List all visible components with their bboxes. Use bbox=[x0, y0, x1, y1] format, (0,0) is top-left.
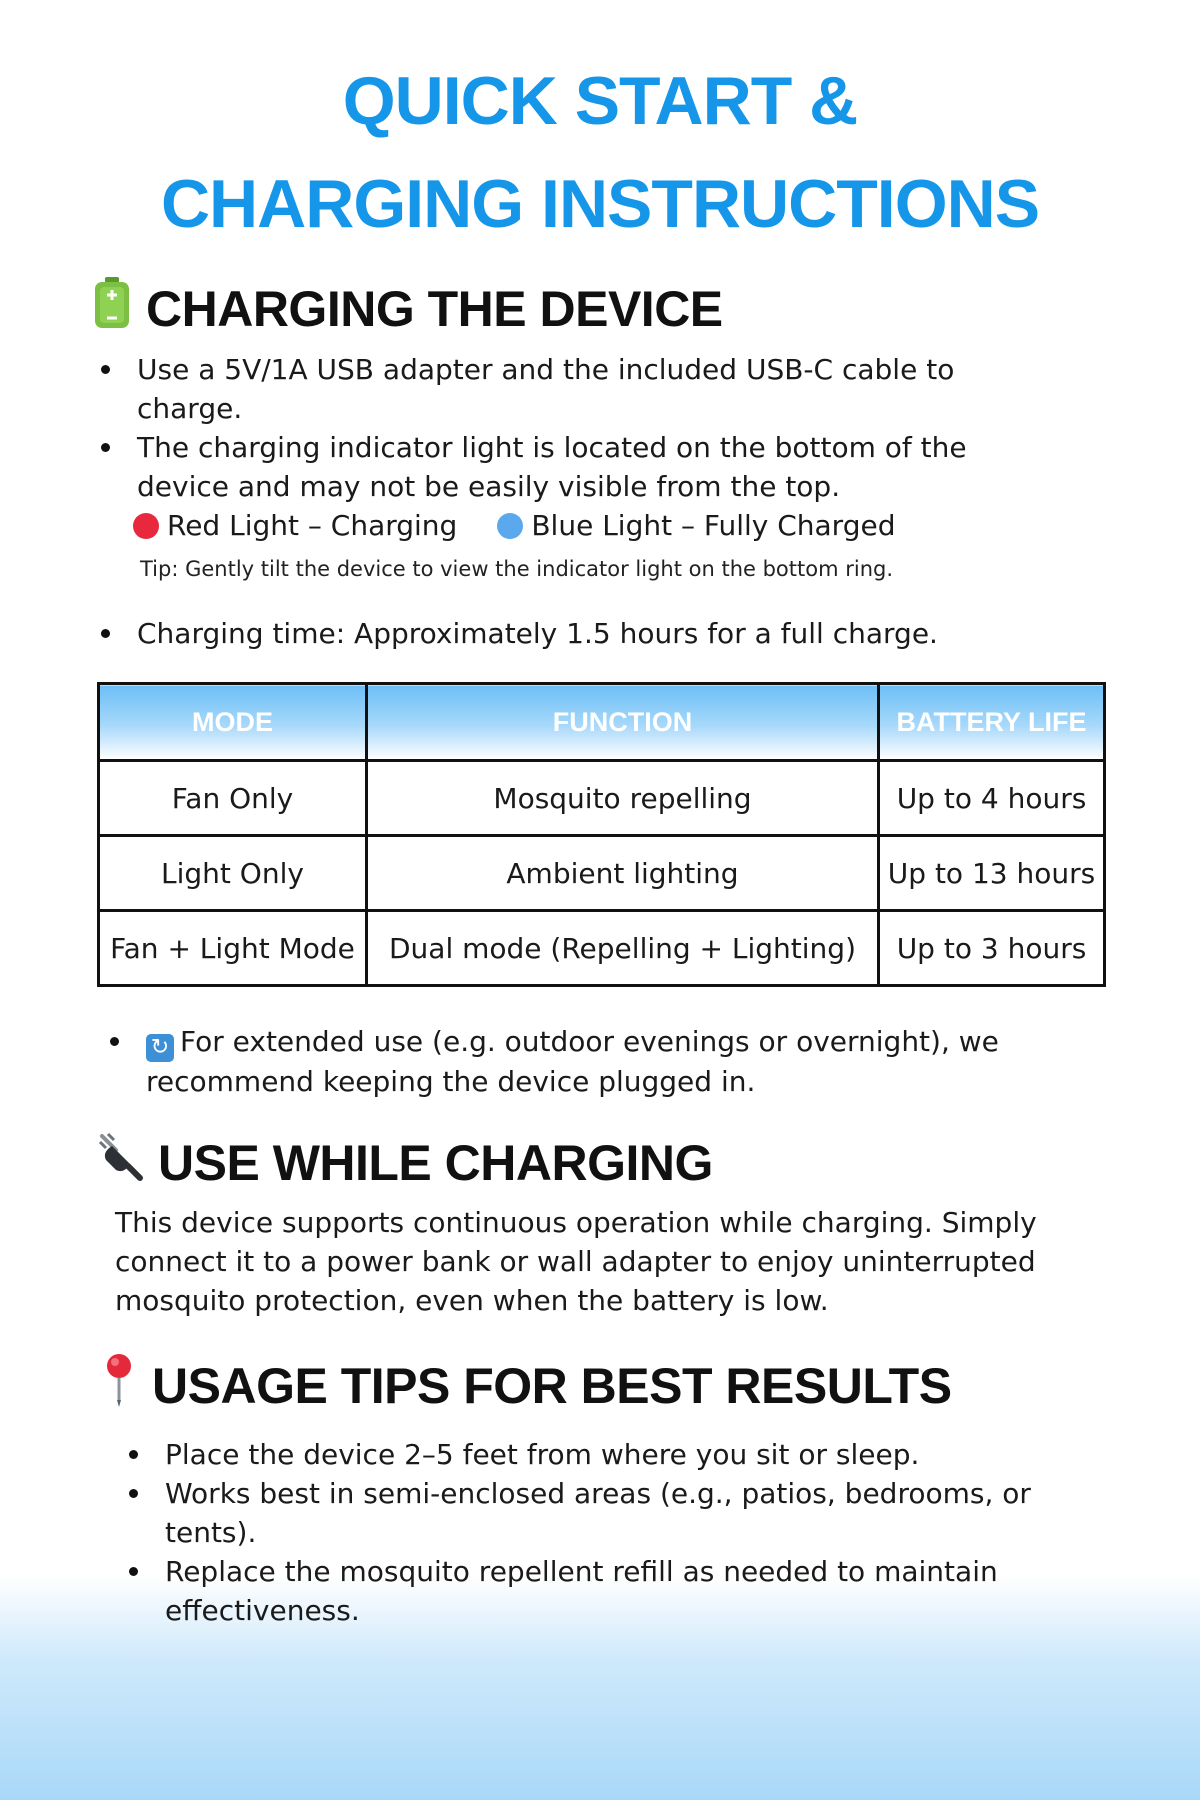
battery-icon bbox=[92, 276, 132, 342]
table-row bbox=[99, 836, 1105, 911]
usage-tips-heading bbox=[100, 1352, 952, 1420]
use-while-charging-heading bbox=[98, 1132, 713, 1194]
extended-use-bullets bbox=[106, 1022, 1066, 1101]
column-header-mode: MODE bbox=[99, 684, 367, 761]
usage-tips-bullets bbox=[125, 1435, 1090, 1630]
indicator-legend bbox=[133, 509, 895, 542]
red-light-label: Red Light – Charging bbox=[167, 509, 458, 542]
blue-light-label: Blue Light – Fully Charged bbox=[531, 509, 896, 542]
blue-dot-icon bbox=[497, 513, 523, 539]
table-cell: Mosquito repelling bbox=[367, 761, 879, 836]
table-row bbox=[99, 911, 1105, 986]
table-cell: Dual mode (Repelling + Lighting) bbox=[367, 911, 879, 986]
table-cell: Ambient lighting bbox=[367, 836, 879, 911]
list-item: Place the device 2–5 feet from where you sit or sleep. bbox=[125, 1435, 1090, 1474]
use-while-charging-heading-text: USE WHILE CHARGING bbox=[158, 1135, 713, 1191]
page-title-line-2: CHARGING INSTRUCTIONS bbox=[160, 166, 1040, 242]
usage-tips-heading-text: USAGE TIPS FOR BEST RESULTS bbox=[152, 1358, 952, 1414]
column-header-function: FUNCTION bbox=[367, 684, 879, 761]
table-cell: Up to 13 hours bbox=[879, 836, 1105, 911]
list-item: Works best in semi-enclosed areas (e.g., patios, bedrooms, or tents). bbox=[125, 1474, 1090, 1552]
mode-table bbox=[97, 682, 1106, 987]
red-dot-icon bbox=[133, 513, 159, 539]
charging-time-bullets bbox=[97, 614, 1077, 653]
column-header-battery-life: BATTERY LIFE bbox=[879, 684, 1105, 761]
table-cell: Fan + Light Mode bbox=[99, 911, 367, 986]
charging-heading-text: CHARGING THE DEVICE bbox=[146, 281, 723, 337]
table-cell: Fan Only bbox=[99, 761, 367, 836]
table-cell: Up to 4 hours bbox=[879, 761, 1105, 836]
plug-icon bbox=[98, 1132, 144, 1194]
list-item: The charging indicator light is located on the bottom of the device and may not be easily visible from the top. bbox=[97, 428, 1017, 506]
charging-bullets bbox=[97, 350, 1017, 506]
table-cell: Up to 3 hours bbox=[879, 911, 1105, 986]
list-item: Replace the mosquito repellent refill as needed to maintain effectiveness. bbox=[125, 1552, 1090, 1630]
list-item: Use a 5V/1A USB adapter and the included USB-C cable to charge. bbox=[97, 350, 1017, 428]
list-item bbox=[106, 1022, 1066, 1101]
table-header-row bbox=[99, 684, 1105, 761]
page-title-line-1: QUICK START & bbox=[342, 63, 858, 139]
tip-text: Tip: Gently tilt the device to view the indicator light on the bottom ring. bbox=[140, 557, 894, 581]
refresh-icon: ↻ bbox=[146, 1034, 174, 1062]
extended-use-text: For extended use (e.g. outdoor evenings or overnight), we recommend keeping the device plugged in. bbox=[146, 1025, 999, 1098]
use-while-charging-paragraph: This device supports continuous operation while charging. Simply connect it to a power bank or wall adapter to enjoy uninterrupted mosquito protection, even when the battery is low. bbox=[115, 1206, 1037, 1317]
table-row bbox=[99, 761, 1105, 836]
list-item: Charging time: Approximately 1.5 hours for a full charge. bbox=[97, 614, 1077, 653]
pin-icon bbox=[100, 1352, 138, 1420]
table-cell: Light Only bbox=[99, 836, 367, 911]
charging-section-heading bbox=[92, 276, 723, 342]
